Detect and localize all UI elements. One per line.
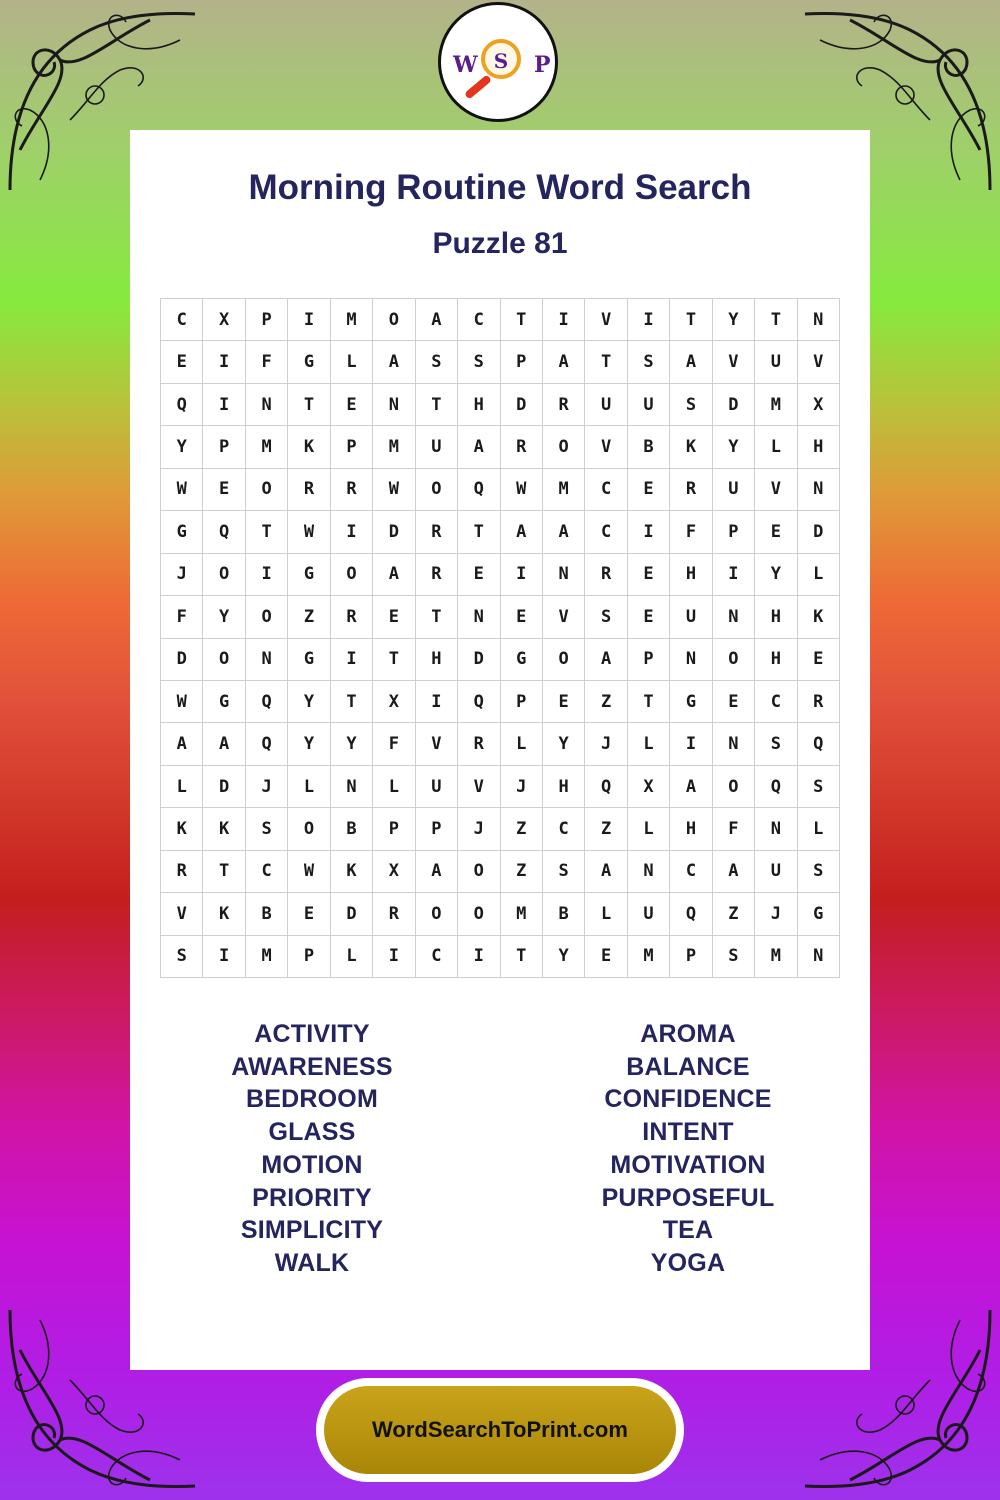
grid-cell[interactable]: C [458, 299, 500, 341]
grid-cell[interactable]: E [628, 554, 670, 596]
logo-letter-s: S [493, 49, 509, 73]
word-list-item: GLASS [268, 1118, 356, 1147]
grid-cell[interactable]: W [161, 681, 203, 723]
grid-cell[interactable]: A [543, 341, 585, 383]
grid-cell[interactable]: Z [501, 808, 543, 850]
grid-cell[interactable]: N [246, 384, 288, 426]
grid-cell[interactable]: T [331, 681, 373, 723]
grid-cell[interactable]: K [331, 851, 373, 893]
footer-link[interactable]: WordSearchToPrint.com [372, 1417, 628, 1442]
grid-cell[interactable]: C [755, 681, 797, 723]
grid-cell[interactable]: B [246, 893, 288, 935]
grid-cell[interactable]: C [246, 851, 288, 893]
grid-cell[interactable]: N [331, 766, 373, 808]
grid-cell[interactable]: V [543, 596, 585, 638]
grid-cell[interactable]: S [713, 936, 755, 978]
grid-cell[interactable]: V [585, 299, 627, 341]
grid-cell[interactable]: E [501, 596, 543, 638]
grid-cell[interactable]: R [670, 469, 712, 511]
grid-cell[interactable]: R [288, 469, 330, 511]
word-list-item: AWARENESS [231, 1052, 393, 1081]
grid-cell[interactable]: C [161, 299, 203, 341]
grid-cell[interactable]: W [288, 851, 330, 893]
grid-cell[interactable]: N [798, 299, 840, 341]
grid-cell[interactable]: O [713, 766, 755, 808]
grid-cell[interactable]: Z [585, 681, 627, 723]
grid-cell[interactable]: P [288, 936, 330, 978]
grid-cell[interactable]: U [416, 426, 458, 468]
grid-cell[interactable]: R [501, 426, 543, 468]
grid-cell[interactable]: E [161, 341, 203, 383]
site-logo[interactable] [438, 2, 558, 122]
grid-cell[interactable]: H [670, 808, 712, 850]
grid-cell[interactable]: Y [713, 426, 755, 468]
word-list-item: WALK [274, 1248, 350, 1277]
grid-cell[interactable]: R [585, 554, 627, 596]
grid-cell[interactable]: M [331, 299, 373, 341]
grid-cell[interactable]: A [458, 426, 500, 468]
grid-cell[interactable]: T [458, 511, 500, 553]
grid-cell[interactable]: T [585, 341, 627, 383]
grid-cell[interactable]: X [373, 681, 415, 723]
grid-cell[interactable]: S [416, 341, 458, 383]
grid-cell[interactable]: D [713, 384, 755, 426]
grid-cell[interactable]: K [798, 596, 840, 638]
grid-cell[interactable]: A [543, 511, 585, 553]
grid-cell[interactable]: G [798, 893, 840, 935]
grid-cell[interactable]: S [628, 341, 670, 383]
grid-cell[interactable]: A [585, 851, 627, 893]
grid-cell[interactable]: X [373, 851, 415, 893]
grid-cell[interactable]: Q [755, 766, 797, 808]
magnifier-handle [464, 74, 492, 99]
word-list-item: AROMA [640, 1020, 736, 1048]
word-list-item: PRIORITY [252, 1183, 372, 1212]
grid-cell[interactable]: W [373, 469, 415, 511]
grid-cell[interactable]: S [670, 384, 712, 426]
grid-cell[interactable]: V [416, 723, 458, 765]
grid-cell[interactable]: D [798, 511, 840, 553]
puzzle-number: Puzzle 81 [432, 227, 568, 260]
grid-cell[interactable]: E [798, 639, 840, 681]
grid-cell[interactable]: D [203, 766, 245, 808]
grid-cell[interactable]: I [288, 299, 330, 341]
grid-cell[interactable]: H [755, 639, 797, 681]
grid-cell[interactable]: O [373, 299, 415, 341]
grid-cell[interactable]: L [798, 554, 840, 596]
grid-cell[interactable]: M [246, 936, 288, 978]
word-list-item: ACTIVITY [254, 1020, 370, 1048]
grid-cell[interactable]: Y [713, 299, 755, 341]
grid-cell[interactable]: N [755, 808, 797, 850]
grid-cell[interactable]: S [458, 341, 500, 383]
grid-cell[interactable]: O [713, 639, 755, 681]
grid-cell[interactable]: E [628, 469, 670, 511]
grid-cell[interactable]: A [416, 299, 458, 341]
grid-cell[interactable]: S [585, 596, 627, 638]
grid-cell[interactable]: A [373, 341, 415, 383]
grid-cell[interactable]: F [161, 596, 203, 638]
magnifier-icon [481, 39, 521, 79]
grid-cell[interactable]: C [543, 808, 585, 850]
grid-cell[interactable]: C [585, 469, 627, 511]
grid-cell[interactable]: R [373, 893, 415, 935]
grid-cell[interactable]: T [288, 384, 330, 426]
grid-cell[interactable]: A [585, 639, 627, 681]
grid-cell[interactable]: O [246, 596, 288, 638]
grid-cell[interactable]: U [585, 384, 627, 426]
grid-cell[interactable]: Y [288, 723, 330, 765]
grid-cell[interactable]: T [416, 596, 458, 638]
grid-cell[interactable]: F [670, 511, 712, 553]
grid-cell[interactable]: D [458, 639, 500, 681]
grid-cell[interactable]: I [203, 936, 245, 978]
grid-cell[interactable]: E [585, 936, 627, 978]
grid-cell[interactable]: K [670, 426, 712, 468]
grid-cell[interactable]: N [713, 723, 755, 765]
grid-cell[interactable]: B [543, 893, 585, 935]
grid-cell[interactable]: A [373, 554, 415, 596]
grid-cell[interactable]: R [543, 384, 585, 426]
grid-cell[interactable]: C [416, 936, 458, 978]
grid-cell[interactable]: L [331, 341, 373, 383]
grid-cell[interactable]: G [203, 681, 245, 723]
grid-cell[interactable]: R [458, 723, 500, 765]
grid-cell[interactable]: L [288, 766, 330, 808]
grid-cell[interactable]: Y [543, 936, 585, 978]
grid-cell[interactable]: B [628, 426, 670, 468]
grid-cell[interactable]: S [798, 766, 840, 808]
grid-cell[interactable]: Q [670, 893, 712, 935]
grid-cell[interactable]: U [755, 851, 797, 893]
grid-cell[interactable]: N [798, 469, 840, 511]
word-list-item: MOTIVATION [610, 1150, 766, 1179]
grid-cell[interactable]: R [416, 554, 458, 596]
grid-cell[interactable]: J [755, 893, 797, 935]
grid-cell[interactable]: R [331, 469, 373, 511]
grid-cell[interactable]: Y [543, 723, 585, 765]
grid-cell[interactable]: P [670, 936, 712, 978]
grid-cell[interactable]: Q [203, 511, 245, 553]
letter-grid [160, 298, 840, 978]
grid-cell[interactable]: O [288, 808, 330, 850]
grid-cell[interactable]: A [416, 851, 458, 893]
grid-cell[interactable]: P [203, 426, 245, 468]
grid-cell[interactable]: H [798, 426, 840, 468]
grid-cell[interactable]: K [288, 426, 330, 468]
grid-cell[interactable]: O [458, 893, 500, 935]
grid-cell[interactable]: L [585, 893, 627, 935]
grid-cell[interactable]: N [458, 596, 500, 638]
grid-cell[interactable]: Y [755, 554, 797, 596]
grid-cell[interactable]: P [501, 341, 543, 383]
grid-cell[interactable]: U [416, 766, 458, 808]
grid-cell[interactable]: E [628, 596, 670, 638]
grid-cell[interactable]: G [501, 639, 543, 681]
grid-cell[interactable]: I [373, 936, 415, 978]
grid-cell[interactable]: E [543, 681, 585, 723]
grid-cell[interactable]: T [628, 681, 670, 723]
grid-cell[interactable]: L [373, 766, 415, 808]
grid-cell[interactable]: C [670, 851, 712, 893]
grid-cell[interactable]: O [416, 469, 458, 511]
grid-cell[interactable]: M [628, 936, 670, 978]
logo-letter-p: P [534, 52, 551, 78]
grid-cell[interactable]: I [331, 511, 373, 553]
grid-cell[interactable]: A [161, 723, 203, 765]
grid-cell[interactable]: E [373, 596, 415, 638]
grid-cell[interactable]: P [501, 681, 543, 723]
grid-cell[interactable]: N [543, 554, 585, 596]
grid-cell[interactable]: G [288, 639, 330, 681]
grid-cell[interactable]: X [203, 299, 245, 341]
grid-cell[interactable]: Q [246, 681, 288, 723]
word-list-item: BEDROOM [246, 1085, 378, 1114]
word-list-item: YOGA [650, 1248, 726, 1277]
grid-cell[interactable]: T [246, 511, 288, 553]
grid-cell[interactable]: J [246, 766, 288, 808]
grid-cell[interactable]: O [203, 639, 245, 681]
grid-cell[interactable]: J [161, 554, 203, 596]
grid-cell[interactable]: W [288, 511, 330, 553]
grid-cell[interactable]: Y [161, 426, 203, 468]
grid-cell[interactable]: A [203, 723, 245, 765]
grid-cell[interactable]: E [331, 384, 373, 426]
grid-cell[interactable]: L [501, 723, 543, 765]
grid-cell[interactable]: K [161, 808, 203, 850]
grid-cell[interactable]: G [288, 341, 330, 383]
grid-cell[interactable]: I [713, 554, 755, 596]
grid-cell[interactable]: Q [246, 723, 288, 765]
grid-cell[interactable]: Z [501, 851, 543, 893]
grid-cell[interactable]: P [416, 808, 458, 850]
grid-cell[interactable]: I [628, 299, 670, 341]
grid-cell[interactable]: T [670, 299, 712, 341]
grid-cell[interactable]: V [713, 341, 755, 383]
grid-cell[interactable]: E [203, 469, 245, 511]
grid-cell[interactable]: L [331, 936, 373, 978]
grid-cell[interactable]: D [501, 384, 543, 426]
grid-cell[interactable]: Z [585, 808, 627, 850]
word-list-item: TEA [662, 1216, 714, 1245]
word-list-item: BALANCE [626, 1052, 750, 1081]
puzzle-card [130, 130, 870, 1370]
grid-cell[interactable]: A [670, 766, 712, 808]
grid-cell[interactable]: T [501, 936, 543, 978]
grid-cell[interactable]: V [755, 469, 797, 511]
grid-cell[interactable]: U [755, 341, 797, 383]
grid-cell[interactable]: O [543, 426, 585, 468]
grid-cell[interactable]: X [798, 384, 840, 426]
grid-cell[interactable]: S [246, 808, 288, 850]
grid-cell[interactable]: H [458, 384, 500, 426]
grid-cell[interactable]: V [161, 893, 203, 935]
grid-cell[interactable]: D [161, 639, 203, 681]
grid-cell[interactable]: E [713, 681, 755, 723]
grid-cell[interactable]: L [755, 426, 797, 468]
grid-cell[interactable]: A [713, 851, 755, 893]
grid-cell[interactable]: Z [288, 596, 330, 638]
grid-cell[interactable]: N [713, 596, 755, 638]
grid-cell[interactable]: J [458, 808, 500, 850]
grid-cell[interactable]: I [628, 511, 670, 553]
grid-cell[interactable]: P [713, 511, 755, 553]
grid-cell[interactable]: F [713, 808, 755, 850]
grid-cell[interactable]: Q [458, 469, 500, 511]
word-list-item: SIMPLICITY [240, 1216, 384, 1245]
grid-cell[interactable]: F [373, 723, 415, 765]
grid-cell[interactable]: I [670, 723, 712, 765]
grid-cell[interactable]: B [331, 808, 373, 850]
grid-cell[interactable]: U [713, 469, 755, 511]
grid-cell[interactable]: R [331, 596, 373, 638]
grid-cell[interactable]: N [670, 639, 712, 681]
grid-cell[interactable]: S [755, 723, 797, 765]
grid-cell[interactable]: R [161, 851, 203, 893]
grid-cell[interactable]: O [543, 639, 585, 681]
grid-cell[interactable]: M [246, 426, 288, 468]
grid-cell[interactable]: G [288, 554, 330, 596]
grid-cell[interactable]: E [288, 893, 330, 935]
grid-cell[interactable]: Y [203, 596, 245, 638]
grid-cell[interactable]: L [798, 808, 840, 850]
grid-cell[interactable]: P [628, 639, 670, 681]
grid-cell[interactable]: H [670, 554, 712, 596]
grid-cell[interactable]: R [798, 681, 840, 723]
word-list-item: INTENT [642, 1118, 734, 1147]
grid-cell[interactable]: E [755, 511, 797, 553]
grid-cell[interactable]: A [501, 511, 543, 553]
grid-cell[interactable]: H [543, 766, 585, 808]
grid-cell[interactable]: I [246, 554, 288, 596]
grid-cell[interactable]: E [458, 554, 500, 596]
grid-cell[interactable]: G [161, 511, 203, 553]
grid-cell[interactable]: J [585, 723, 627, 765]
word-list-item: CONFIDENCE [604, 1085, 772, 1114]
word-list-item: MOTION [261, 1150, 363, 1179]
grid-cell[interactable]: W [161, 469, 203, 511]
grid-cell[interactable]: T [373, 639, 415, 681]
grid-cell[interactable]: P [331, 426, 373, 468]
grid-cell[interactable]: O [331, 554, 373, 596]
grid-cell[interactable]: Y [288, 681, 330, 723]
grid-cell[interactable]: D [331, 893, 373, 935]
grid-cell[interactable]: A [670, 341, 712, 383]
grid-cell[interactable]: X [628, 766, 670, 808]
word-list-left [162, 1018, 462, 1280]
grid-cell[interactable]: M [755, 936, 797, 978]
grid-cell[interactable]: Z [713, 893, 755, 935]
grid-cell[interactable]: M [501, 893, 543, 935]
grid-cell[interactable]: N [373, 384, 415, 426]
page-title: Morning Routine Word Search [248, 168, 752, 207]
grid-cell[interactable]: M [373, 426, 415, 468]
logo-letter-w: W [453, 52, 478, 78]
grid-cell[interactable]: O [203, 554, 245, 596]
grid-cell[interactable]: W [501, 469, 543, 511]
grid-cell[interactable]: S [161, 936, 203, 978]
grid-cell[interactable]: S [543, 851, 585, 893]
grid-cell[interactable]: V [585, 426, 627, 468]
grid-cell[interactable]: P [246, 299, 288, 341]
grid-cell[interactable]: P [373, 808, 415, 850]
grid-cell[interactable]: I [203, 384, 245, 426]
grid-cell[interactable]: Y [331, 723, 373, 765]
grid-cell[interactable]: L [628, 808, 670, 850]
grid-cell[interactable]: N [628, 851, 670, 893]
grid-cell[interactable]: L [628, 723, 670, 765]
grid-cell[interactable]: V [798, 341, 840, 383]
grid-cell[interactable]: T [501, 299, 543, 341]
grid-cell[interactable]: N [798, 936, 840, 978]
grid-cell[interactable]: M [543, 469, 585, 511]
grid-cell[interactable]: N [246, 639, 288, 681]
grid-cell[interactable]: M [755, 384, 797, 426]
grid-cell[interactable]: L [161, 766, 203, 808]
grid-cell[interactable]: I [458, 936, 500, 978]
grid-cell[interactable]: K [203, 808, 245, 850]
grid-cell[interactable]: F [246, 341, 288, 383]
grid-cell[interactable]: U [670, 596, 712, 638]
grid-cell[interactable]: I [501, 554, 543, 596]
grid-cell[interactable]: I [543, 299, 585, 341]
grid-cell[interactable]: R [416, 511, 458, 553]
word-list-item: PURPOSEFUL [601, 1183, 775, 1212]
grid-cell[interactable]: H [416, 639, 458, 681]
grid-cell[interactable]: D [373, 511, 415, 553]
grid-cell[interactable]: H [755, 596, 797, 638]
grid-cell[interactable]: I [203, 341, 245, 383]
footer-button[interactable] [324, 1386, 676, 1474]
grid-cell[interactable]: O [416, 893, 458, 935]
grid-cell[interactable]: V [458, 766, 500, 808]
grid-cell[interactable]: Q [798, 723, 840, 765]
grid-cell[interactable]: Q [458, 681, 500, 723]
grid-cell[interactable]: O [246, 469, 288, 511]
grid-cell[interactable]: Q [585, 766, 627, 808]
grid-cell[interactable]: O [458, 851, 500, 893]
grid-cell[interactable]: U [628, 384, 670, 426]
grid-cell[interactable]: J [501, 766, 543, 808]
grid-cell[interactable]: G [670, 681, 712, 723]
grid-cell[interactable]: Q [161, 384, 203, 426]
grid-cell[interactable]: T [203, 851, 245, 893]
grid-cell[interactable]: S [798, 851, 840, 893]
word-list-right [538, 1018, 838, 1280]
grid-cell[interactable]: K [203, 893, 245, 935]
footer-badge[interactable] [316, 1378, 684, 1482]
grid-cell[interactable]: I [331, 639, 373, 681]
grid-cell[interactable]: U [628, 893, 670, 935]
grid-cell[interactable]: T [416, 384, 458, 426]
grid-cell[interactable]: I [416, 681, 458, 723]
grid-cell[interactable]: T [755, 299, 797, 341]
grid-cell[interactable]: C [585, 511, 627, 553]
